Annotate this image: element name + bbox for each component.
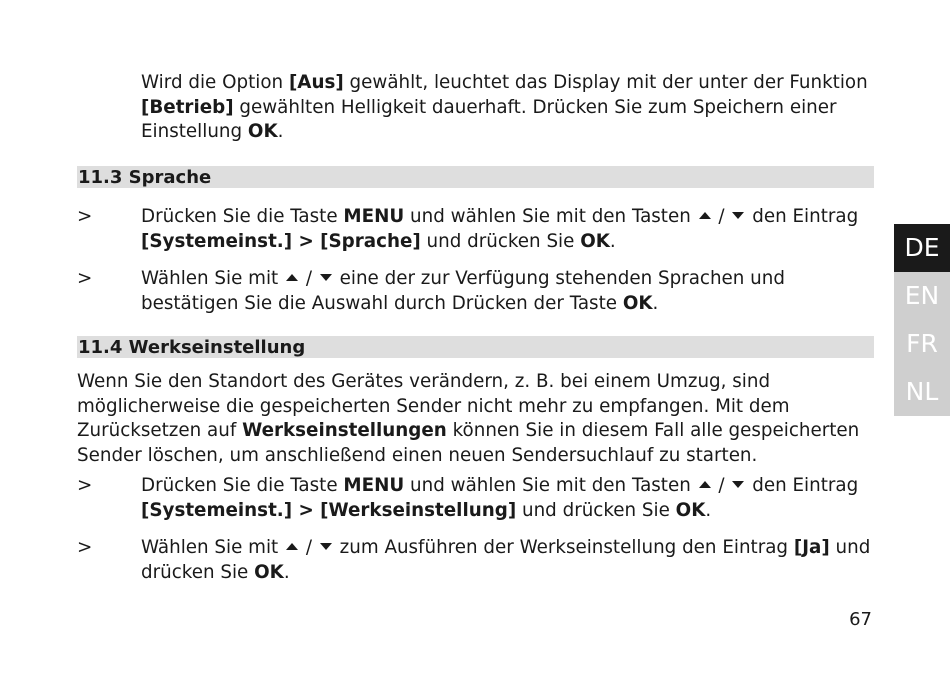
- text: und drücken Sie: [141, 537, 871, 583]
- text: und drücken Sie: [420, 230, 581, 252]
- step-marker: >: [77, 475, 93, 496]
- ok-key: OK: [254, 561, 284, 583]
- ok-key: OK: [580, 230, 610, 252]
- option-aus: [Aus]: [288, 72, 344, 93]
- separator: /: [712, 206, 731, 227]
- arrow-up-icon: [699, 481, 711, 488]
- step-werk-1: [77, 474, 877, 523]
- text: .: [705, 499, 712, 521]
- menu-key: MENU: [343, 475, 405, 496]
- step-marker: >: [77, 206, 93, 227]
- ok-key: OK: [622, 292, 653, 314]
- werkseinstellung-paragraph: [77, 370, 867, 468]
- lang-tab-de[interactable]: DE: [894, 224, 950, 272]
- option-ja: [Ja]: [793, 537, 830, 558]
- separator: /: [300, 537, 318, 558]
- text: .: [277, 121, 284, 142]
- text: können Sie in diesem Fall alle gespeicherten Sender löschen, um anschließend einen neuen Sendersuchlauf zu starten.: [77, 420, 860, 466]
- step-marker: >: [77, 268, 93, 289]
- text: .: [283, 561, 290, 583]
- option-betrieb: [Betrieb]: [141, 96, 234, 118]
- text: Wenn Sie den Standort des Gerätes verändern, z. B. bei einem Umzug, sind möglicherweise die gespeicherten Sender nicht mehr zu empfangen. Mit dem Zurücksetzen auf: [77, 371, 790, 441]
- language-tabs: [894, 224, 950, 416]
- ok-key: OK: [675, 499, 706, 521]
- lang-tab-nl[interactable]: NL: [894, 368, 950, 416]
- ok-key: OK: [247, 121, 278, 142]
- page-number: 67: [849, 609, 872, 630]
- step-sprache-2: [77, 267, 877, 316]
- text: den Eintrag: [746, 475, 859, 496]
- menu-key: MENU: [343, 206, 405, 227]
- arrow-down-icon: [732, 481, 744, 488]
- text: Drücken Sie die Taste: [141, 475, 344, 496]
- text: und wählen Sie mit den Tasten: [404, 206, 697, 227]
- text: Wird die Option: [141, 72, 289, 93]
- text: und drücken Sie: [516, 499, 676, 521]
- arrow-down-icon: [320, 543, 332, 550]
- menu-path: [Systemeinst.] > [Werkseinstellung]: [141, 499, 517, 521]
- step-werk-2: [77, 536, 877, 585]
- step-sprache-1: [77, 205, 877, 254]
- section-heading-sprache: 11.3 Sprache: [77, 166, 874, 188]
- arrow-up-icon: [286, 543, 298, 550]
- text: und wählen Sie mit den Tasten: [404, 475, 697, 496]
- arrow-up-icon: [699, 212, 711, 219]
- intro-paragraph: [141, 71, 881, 145]
- menu-path: [Systemeinst.] > [Sprache]: [141, 230, 421, 252]
- step-marker: >: [77, 537, 93, 558]
- text: Wählen Sie mit: [141, 268, 285, 289]
- text: .: [652, 292, 659, 314]
- text: Drücken Sie die Taste: [141, 206, 344, 227]
- text: .: [609, 230, 616, 252]
- text: den Eintrag: [746, 206, 859, 227]
- werkseinstellungen-term: Werkseinstellungen: [242, 420, 447, 441]
- text: gewählt, leuchtet das Display mit der unter der Funktion: [343, 72, 868, 93]
- arrow-up-icon: [286, 274, 298, 281]
- lang-tab-en[interactable]: EN: [894, 272, 950, 320]
- lang-tab-fr[interactable]: FR: [894, 320, 950, 368]
- section-heading-werkseinstellung: 11.4 Werkseinstellung: [77, 336, 874, 358]
- arrow-down-icon: [732, 212, 744, 219]
- separator: /: [300, 268, 318, 289]
- text: zum Ausführen der Werkseinstellung den Eintrag: [333, 537, 794, 558]
- text: Wählen Sie mit: [141, 537, 285, 558]
- text: eine der zur Verfügung stehenden Sprachen und bestätigen Sie die Auswahl durch Drücken der Taste: [141, 268, 785, 314]
- text: gewählten Helligkeit dauerhaft. Drücken Sie zum Speichern einer Einstellung: [141, 96, 837, 142]
- arrow-down-icon: [320, 274, 332, 281]
- separator: /: [712, 475, 731, 496]
